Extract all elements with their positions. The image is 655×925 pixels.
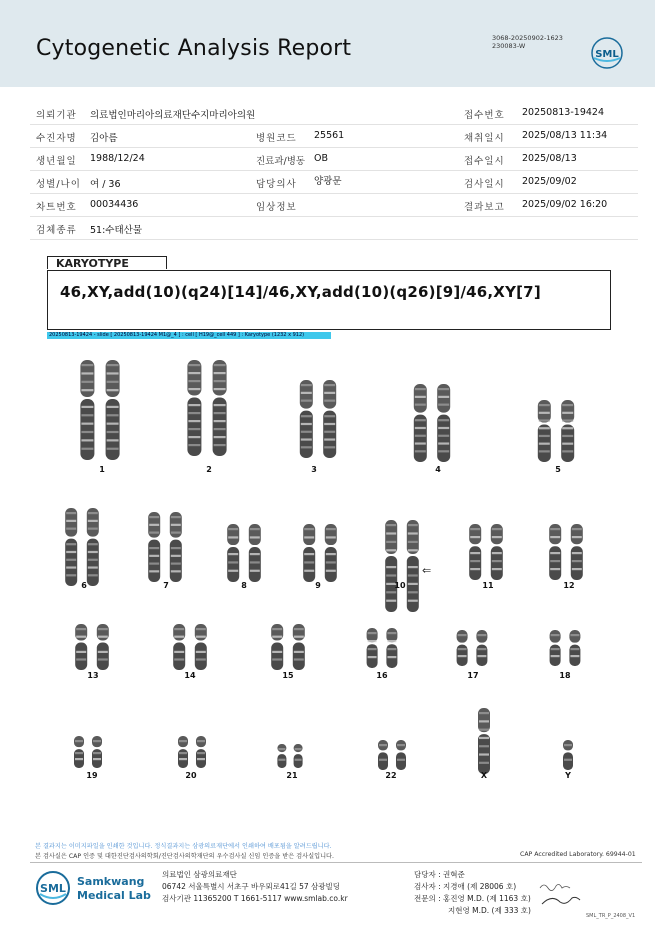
chromosome-3-b — [323, 380, 336, 458]
footer-divider — [30, 862, 642, 863]
hospital-code-value: 25561 — [314, 130, 345, 141]
signature-image — [536, 880, 586, 914]
chromosome-Y — [563, 740, 573, 770]
chromosome-20-a — [178, 736, 188, 768]
specimen-value: 51:수태산물 — [90, 225, 142, 236]
report-date-value: 2025/09/02 16:20 — [522, 199, 608, 210]
chromosome-label-5: 5 — [555, 465, 561, 474]
chromosome-10-b — [407, 520, 419, 612]
chromosome-7-b — [170, 512, 182, 582]
svg-text:SML: SML — [40, 882, 66, 895]
chromosome-18-b — [569, 630, 580, 666]
chromosome-label-Y: Y — [565, 771, 571, 780]
chromosome-4-b — [437, 384, 450, 462]
chromosome-1-a — [80, 360, 94, 460]
chromosome-label-17: 17 — [467, 671, 479, 680]
info-row: 차트번호 00034436 임상정보 결과보고 2025/09/02 16:20 — [30, 193, 638, 217]
karyotype-result: 46,XY,add(10)(q24)[14]/46,XY,add(10)(q26)[9]/46,XY[7] — [60, 283, 541, 301]
slide-caption: 20250813-19424 - slide [ 20250813-19424 M1@_4 ] : cell [ H19@_cell 449 ] : Karyotype (1232 x 912) — [47, 332, 331, 339]
info-row: 검체종류 51:수태산물 — [30, 216, 638, 240]
chromosome-10-a — [385, 520, 397, 612]
chromosome-label-14: 14 — [184, 671, 196, 680]
chromosome-label-10: 10 — [394, 581, 406, 590]
chromosome-label-19: 19 — [86, 771, 98, 780]
chromosome-19-b — [92, 736, 102, 768]
chromosome-11-a — [469, 524, 481, 580]
chromosome-label-6: 6 — [81, 581, 87, 590]
chromosome-6-a — [65, 508, 77, 586]
chromosome-label-12: 12 — [563, 581, 575, 590]
chromosome-5-b — [561, 400, 574, 462]
chromosome-22-b — [396, 740, 406, 770]
chromosome-label-4: 4 — [435, 465, 441, 474]
staff-list: 담당자 : 권혁준 검사자 : 지경애 (제 28006 호) 전문의 : 홍진영 M.D. (제 1163 호) 지현영 M.D. (제 333 호) — [414, 870, 531, 915]
sex-age-value: 여 / 36 — [90, 179, 121, 190]
chromosome-15-a — [271, 624, 283, 670]
accreditation-note: 본 검사실은 CAP 인증 및 대한진단검사의학회/진단검사의학재단의 우수검사실 신임 인증을 받은 검사실입니다. — [35, 853, 334, 860]
chromosome-label-21: 21 — [286, 771, 298, 780]
document-id: 3068-20250902-1623 230083-W — [492, 34, 563, 50]
chromosome-12-b — [571, 524, 583, 580]
received-value: 2025/08/13 — [522, 153, 577, 164]
report-title: Cytogenetic Analysis Report — [36, 36, 352, 61]
chromosome-label-20: 20 — [185, 771, 197, 780]
chromosome-16-b — [386, 628, 397, 668]
karyogram-image — [0, 340, 655, 800]
chromosome-9-a — [303, 524, 315, 582]
chromosome-label-1: 1 — [99, 465, 105, 474]
chart-no-value: 00034436 — [90, 199, 139, 210]
lab-address: 의료법인 삼광의료재단 06742 서울특별시 서초구 바우뫼로41길 57 삼광빌딩 검사기관 11365200 T 1661-5117 www.smlab.co.kr — [162, 870, 348, 903]
samkwang-logo: SML Samkwang Medical Lab — [35, 870, 155, 910]
institution-value: 의료법인마리아의료재단수지마리아의원 — [90, 110, 256, 121]
chromosome-2-a — [187, 360, 201, 456]
sml-logo-icon: SML — [590, 36, 624, 70]
chromosome-13-a — [75, 624, 87, 670]
disclaimer-note: 본 결과지는 이미지파일을 인쇄한 것입니다. 정식결과지는 삼광의료재단에서 인쇄하여 배포됨을 알려드립니다. — [35, 843, 332, 850]
chromosome-8-a — [227, 524, 239, 582]
info-row: 성별/나이 여 / 36 담당의사 양광문 검사일시 2025/09/02 — [30, 170, 638, 194]
info-row: 생년월일 1988/12/24 진료과/병동 OB 접수일시 2025/08/13 — [30, 147, 638, 171]
report-header — [0, 0, 655, 87]
chromosome-3-a — [300, 380, 313, 458]
collection-value: 2025/08/13 11:34 — [522, 130, 608, 141]
chromosome-label-8: 8 — [241, 581, 247, 590]
test-date-value: 2025/09/02 — [522, 176, 577, 187]
chromosome-5-a — [538, 400, 551, 462]
info-row: 수진자명 김아름 병원코드 25561 채취일시 2025/08/13 11:34 — [30, 124, 638, 148]
karyotype-label: KARYOTYPE — [47, 256, 167, 269]
chromosome-22-a — [378, 740, 388, 770]
chromosome-6-b — [87, 508, 99, 586]
karyotype-result-box — [47, 270, 611, 330]
chromosome-17-a — [457, 630, 468, 666]
patient-name-value: 김아름 — [90, 133, 118, 144]
chromosome-label-2: 2 — [206, 465, 212, 474]
chromosome-4-a — [414, 384, 427, 462]
chromosome-label-11: 11 — [482, 581, 494, 590]
samkwang-logo-icon — [35, 870, 71, 906]
chromosome-11-b — [491, 524, 503, 580]
chromosome-21-b — [294, 744, 303, 768]
chromosome-14-a — [173, 624, 185, 670]
dept-value: OB — [314, 153, 328, 164]
chromosome-14-b — [195, 624, 207, 670]
abnormal-arrow-icon: ⇐ — [422, 564, 432, 577]
chromosome-21-a — [277, 744, 286, 768]
chromosome-label-7: 7 — [163, 581, 169, 590]
chromosome-label-15: 15 — [282, 671, 294, 680]
chromosome-8-b — [249, 524, 261, 582]
chromosome-16-a — [367, 628, 378, 668]
reception-no-value: 20250813-19424 — [522, 107, 605, 118]
chromosome-1-b — [106, 360, 120, 460]
chromosome-12-a — [549, 524, 561, 580]
karyogram-svg — [0, 340, 655, 800]
chromosome-X — [478, 708, 490, 774]
chromosome-label-9: 9 — [315, 581, 321, 590]
chromosome-label-X: X — [480, 771, 488, 780]
info-row: 의뢰기관 의료법인마리아의료재단수지마리아의원 접수번호 20250813-19424 — [30, 101, 638, 125]
birth-value: 1988/12/24 — [90, 153, 145, 164]
chromosome-9-b — [325, 524, 337, 582]
chromosome-label-22: 22 — [385, 771, 397, 780]
form-code: SML_TR_P_2408_V1 — [586, 913, 636, 919]
cap-accreditation: CAP Accredited Laboratory. 69944-01 — [520, 851, 636, 858]
chromosome-19-a — [74, 736, 84, 768]
chromosome-13-b — [97, 624, 109, 670]
chromosome-2-b — [213, 360, 227, 456]
chromosome-7-a — [148, 512, 160, 582]
chromosome-20-b — [196, 736, 206, 768]
chromosome-label-3: 3 — [311, 465, 317, 474]
chromosome-18-a — [550, 630, 561, 666]
chromosome-label-13: 13 — [87, 671, 99, 680]
doctor-value: 양광문 — [314, 176, 342, 187]
chromosome-label-16: 16 — [376, 671, 388, 680]
chromosome-label-18: 18 — [559, 671, 571, 680]
chromosome-15-b — [293, 624, 305, 670]
chromosome-17-b — [476, 630, 487, 666]
